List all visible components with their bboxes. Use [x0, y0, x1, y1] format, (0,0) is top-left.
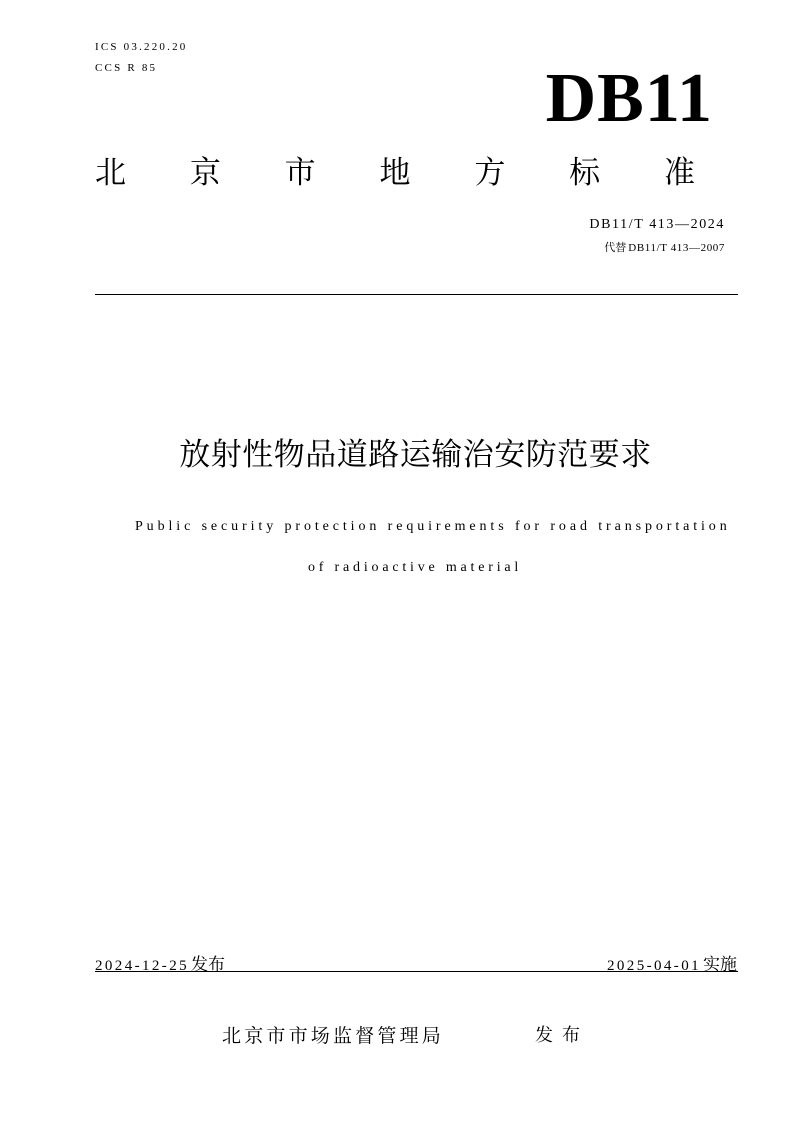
replaces-label: 代替 [604, 241, 627, 254]
standard-type-char: 北 [95, 155, 126, 191]
publish-date: 2024-12-25 [95, 958, 189, 974]
standard-type-char: 方 [474, 155, 506, 191]
top-divider [95, 294, 738, 295]
issuer-action: 发布 [535, 1025, 589, 1046]
db11-logo: DB11 [545, 60, 713, 137]
implement-label: 实施 [703, 955, 737, 975]
issuer-name: 北京市市场监督管理局 [222, 1025, 445, 1047]
ccs-code: CCS R 85 [95, 62, 158, 74]
document-title-zh: 放射性物品道路运输治安防范要求 [179, 437, 652, 473]
ics-code: ICS 03.220.20 [95, 41, 188, 53]
replaces-note [604, 239, 725, 255]
standard-type-char: 地 [379, 155, 411, 191]
publish-label: 发布 [191, 955, 225, 975]
standard-type-char: 市 [284, 155, 316, 191]
standard-type-char: 京 [189, 155, 221, 191]
implement-date: 2025-04-01 [607, 958, 701, 974]
standard-type [95, 153, 695, 193]
bottom-divider [95, 971, 738, 972]
document-title-en-line2: of radioactive material [308, 560, 523, 575]
standard-type-char: 标 [569, 155, 601, 191]
document-title-en-line1: Public security protection requirements for road transportation [135, 519, 731, 534]
replaces-code: DB11/T 413—2007 [628, 242, 725, 254]
standard-type-char: 准 [663, 155, 695, 191]
standard-number: DB11/T 413—2024 [589, 217, 725, 232]
